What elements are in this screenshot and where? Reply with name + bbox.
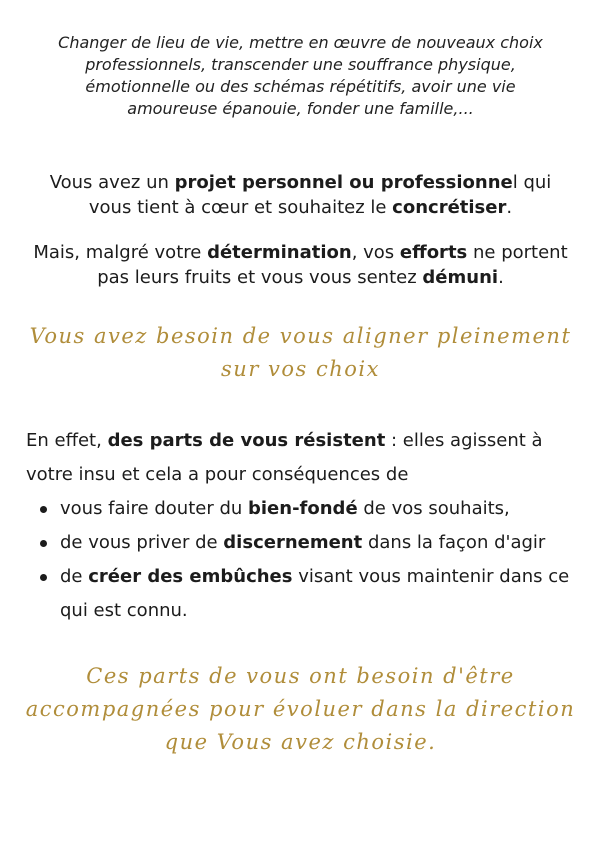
text-run: de vous priver de xyxy=(60,532,224,553)
text-run: . xyxy=(498,267,504,288)
text-run: visant vous maintenir dans ce qui est connu. xyxy=(60,566,570,621)
bold-run: projet personnel ou professionne xyxy=(174,172,513,193)
list-item xyxy=(26,492,576,526)
bold-run: efforts xyxy=(399,242,468,263)
intro-text: Changer de lieu de vie, mettre en œuvre de nouveaux choix professionnels, transcender une souffrance physique, émotionnelle ou des schémas répétitifs, avoir une vie amoureuse épanouie, fonder une famille,... xyxy=(58,33,543,118)
paragraph-project xyxy=(30,170,571,220)
body-intro xyxy=(26,424,576,492)
text-run: ne portent pas leurs fruits et vous vous sentez xyxy=(97,242,568,288)
text-run: : elles agissent à votre insu et cela a pour conséquences de xyxy=(26,430,543,485)
bold-run: détermination xyxy=(207,242,352,263)
text-run: , vos xyxy=(351,242,400,263)
text-run: vous faire douter du xyxy=(60,498,248,519)
text-run: dans la façon d'agir xyxy=(362,532,546,553)
text-run: Vous avez un xyxy=(49,172,175,193)
body-resistance xyxy=(26,424,576,628)
consequences-list xyxy=(26,492,576,628)
bold-run: des parts de vous résistent xyxy=(107,430,386,451)
list-item xyxy=(26,526,576,560)
script-heading-align: Vous avez besoin de vous aligner pleinement sur vos choix xyxy=(29,324,572,381)
bold-run: démuni xyxy=(422,267,499,288)
bold-run: discernement xyxy=(223,532,363,553)
text-run: Mais, malgré votre xyxy=(33,242,208,263)
bold-run: bien-fondé xyxy=(248,498,358,519)
script-heading-accompany: Ces parts de vous ont besoin d'être accompagnées pour évoluer dans la direction que Vous avez choisie. xyxy=(25,664,576,754)
text-run: En effet, xyxy=(26,430,108,451)
list-item xyxy=(26,560,576,628)
text-run: de xyxy=(60,566,89,587)
text-run: l qui vous tient à cœur et souhaitez le xyxy=(88,172,552,218)
text-run: . xyxy=(506,197,513,218)
text-run: de vos souhaits, xyxy=(357,498,510,519)
paragraph-determination xyxy=(30,240,571,290)
bold-run: concrétiser xyxy=(392,197,507,218)
bold-run: créer des embûches xyxy=(88,566,293,587)
